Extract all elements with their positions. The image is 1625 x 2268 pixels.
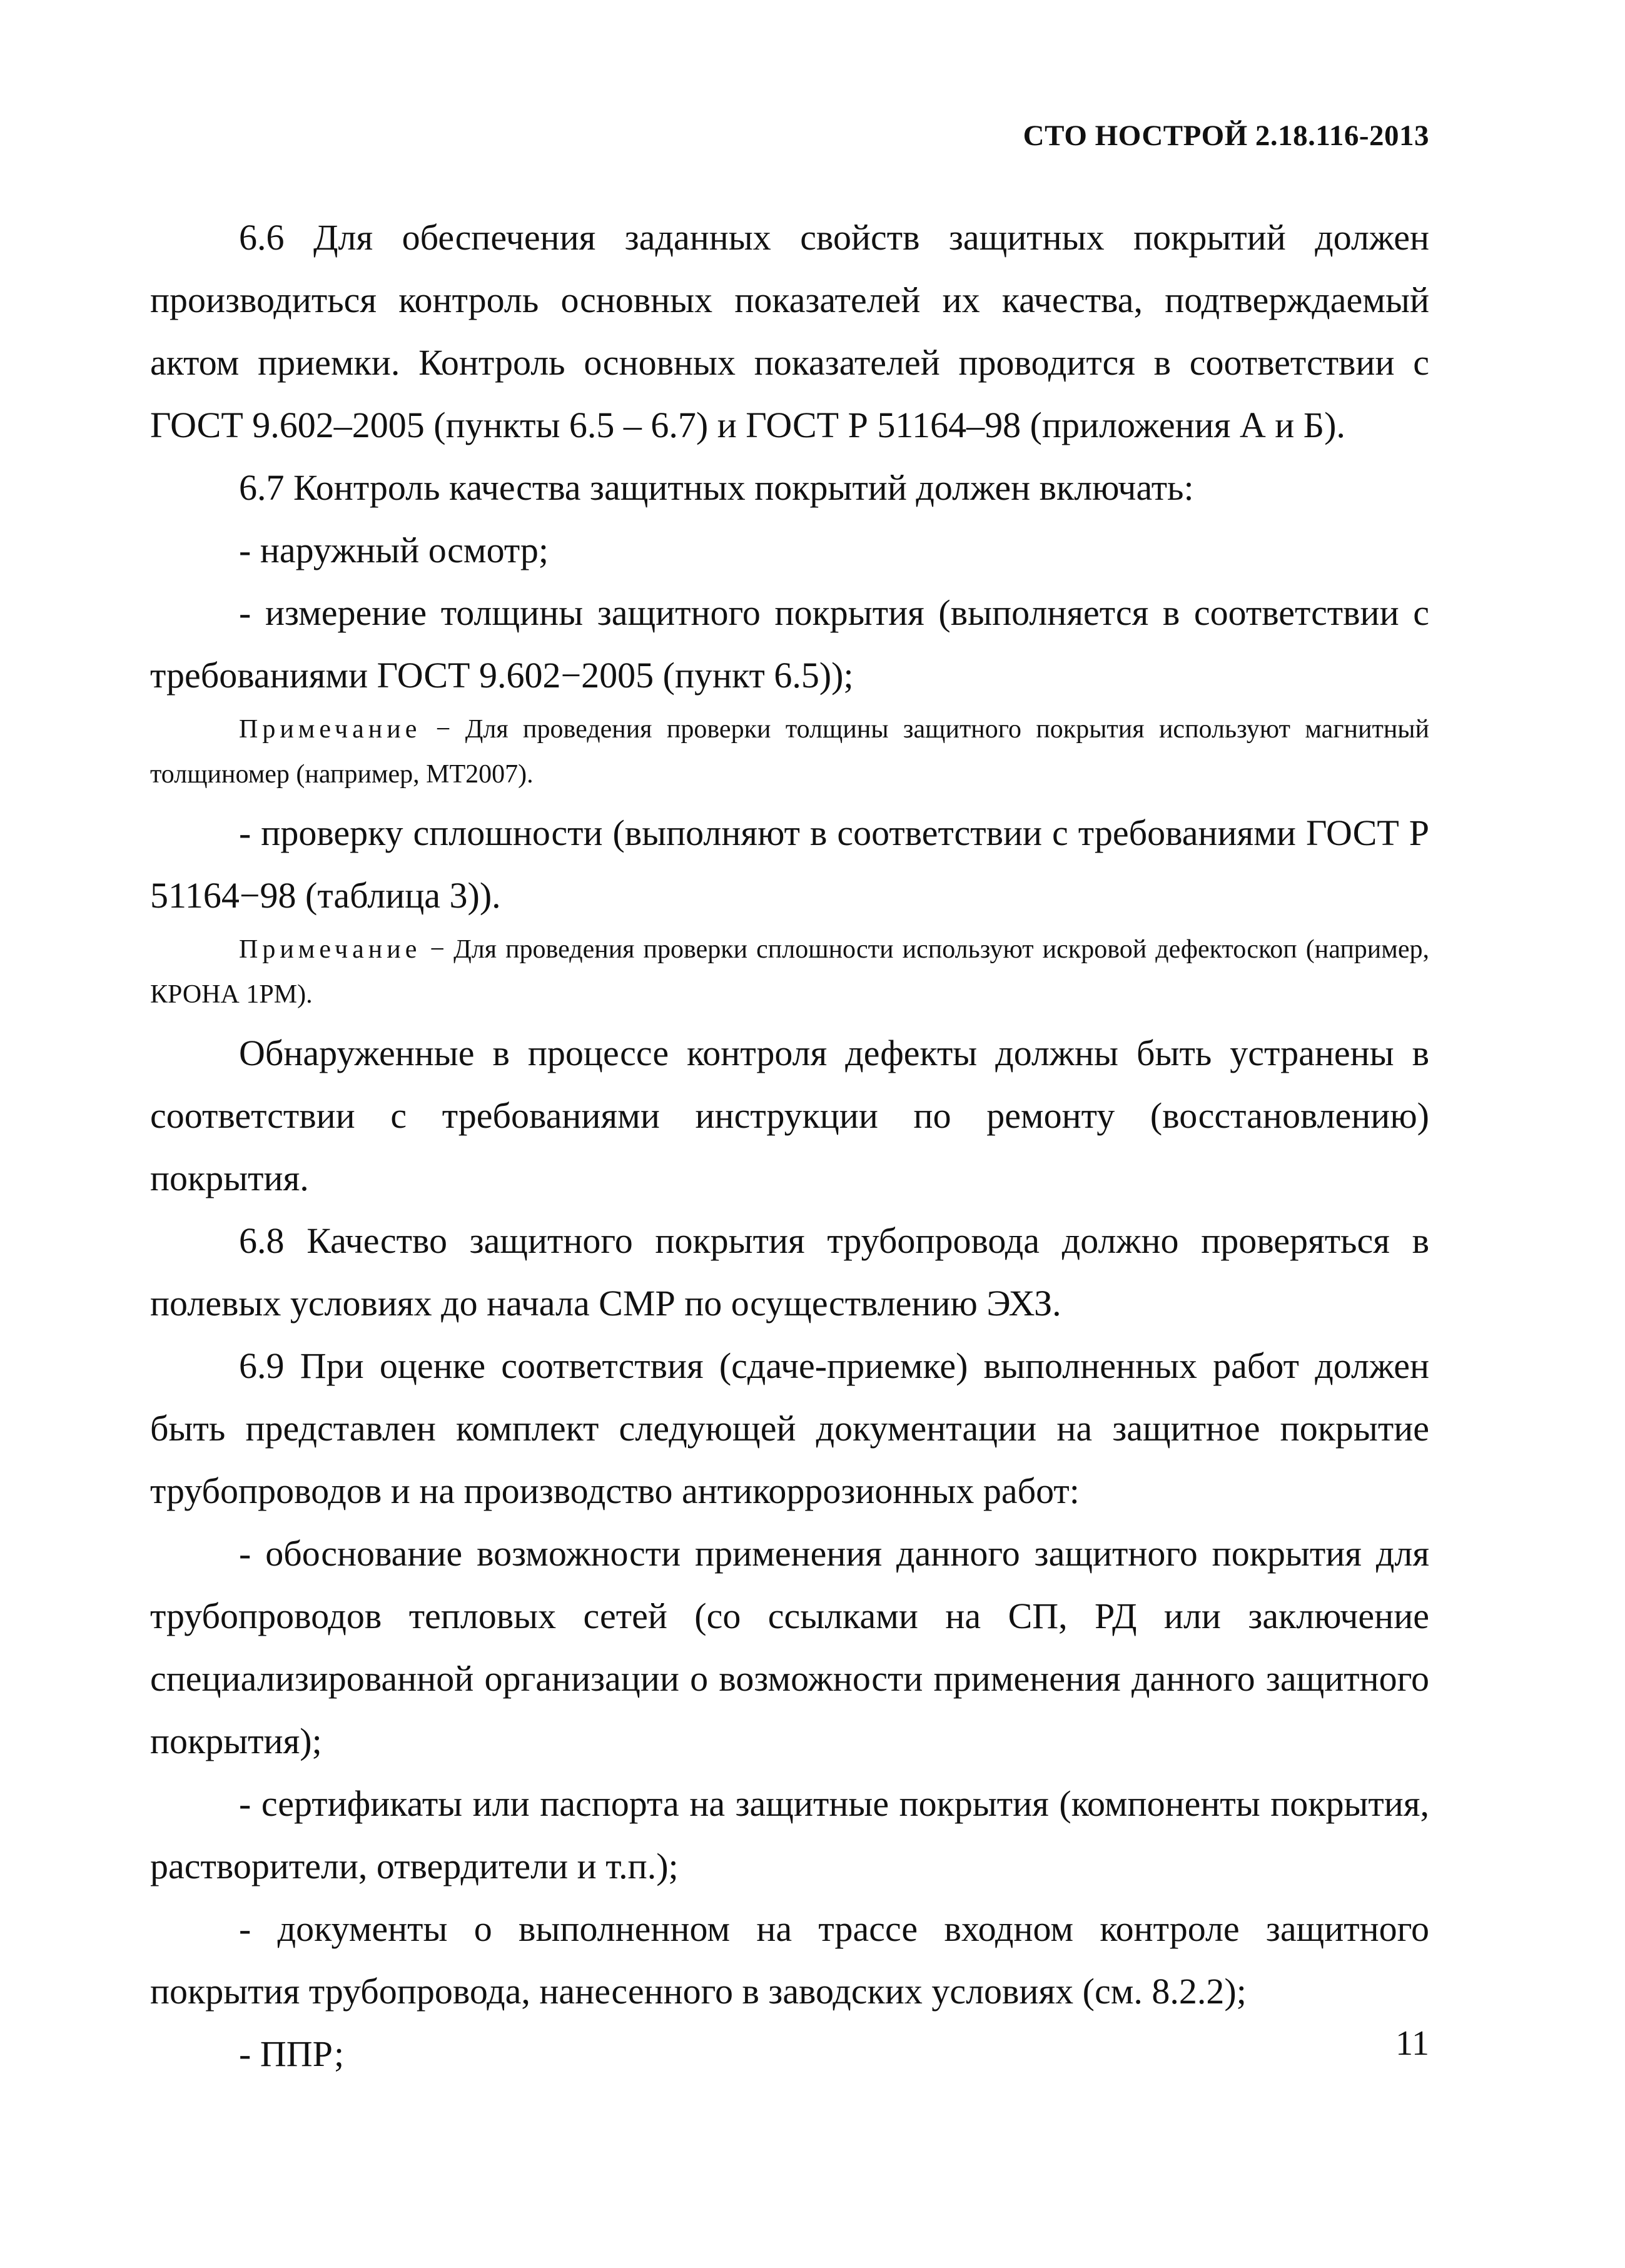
document-body xyxy=(150,206,1429,2085)
document-header-code: СТО НОСТРОЙ 2.18.116-2013 xyxy=(1023,119,1429,152)
list-item-justification: - обоснование возможности применения данного защитного покрытия для трубопроводов тепловых сетей (со ссылками на СП, РД или заключение специализированной организации о возможности применения данного защитного покрытия); xyxy=(150,1533,1429,1761)
paragraph-6-6: 6.6 Для обеспечения заданных свойств защитных покрытий должен производиться контроль основных показателей их качества, подтверждаемый актом приемки. Контроль основных показателей проводится в соответствии с ГОСТ 9.602–2005 (пункты 6.5 – 6.7) и ГОСТ Р 51164–98 (приложения А и Б). xyxy=(150,217,1429,445)
paragraph-6-9: 6.9 При оценке соответствия (сдаче-приемке) выполненных работ должен быть представлен комплект следующей документации на защитное покрытие трубопроводов и на производство антикоррозионных работ: xyxy=(150,1345,1429,1511)
paragraph-defects: Обнаруженные в процессе контроля дефекты должны быть устранены в соответствии с требованиями инструкции по ремонту (восстановлению) покрытия. xyxy=(150,1033,1429,1198)
note-text: − Для проведения проверки сплошности используют искровой дефектоскоп (например, КРОНА 1РМ). xyxy=(150,935,1429,1009)
list-item-certificates: - сертификаты или паспорта на защитные покрытия (компоненты покрытия, растворители, отвердители и т.п.); xyxy=(150,1783,1429,1886)
paragraph-6-7: 6.7 Контроль качества защитных покрытий должен включать: xyxy=(239,467,1194,508)
note-text: − Для проведения проверки толщины защитного покрытия используют магнитный толщиномер (например, МТ2007). xyxy=(150,715,1429,789)
list-item-continuity-check: - проверку сплошности (выполняют в соответствии с требованиями ГОСТ Р 51164−98 (таблица 3)). xyxy=(150,813,1429,916)
paragraph-6-8: 6.8 Качество защитного покрытия трубопровода должно проверяться в полевых условиях до начала СМР по осуществлению ЭХЗ. xyxy=(150,1220,1429,1324)
list-item-visual-inspection: - наружный осмотр; xyxy=(239,530,549,570)
note-thickness xyxy=(150,707,1429,797)
list-item-thickness-measurement: - измерение толщины защитного покрытия (выполняется в соответствии с требованиями ГОСТ 9.602−2005 (пункт 6.5)); xyxy=(150,592,1429,696)
note-label: Примечание xyxy=(239,935,422,964)
note-label: Примечание xyxy=(239,715,422,744)
list-item-incoming-control-documents: - документы о выполненном на трассе входном контроле защитного покрытия трубопровода, нанесенного в заводских условиях (см. 8.2.2); xyxy=(150,1908,1429,2012)
list-item-ppr: - ППР; xyxy=(239,2033,345,2074)
note-continuity xyxy=(150,927,1429,1017)
page-number: 11 xyxy=(1395,2024,1429,2063)
